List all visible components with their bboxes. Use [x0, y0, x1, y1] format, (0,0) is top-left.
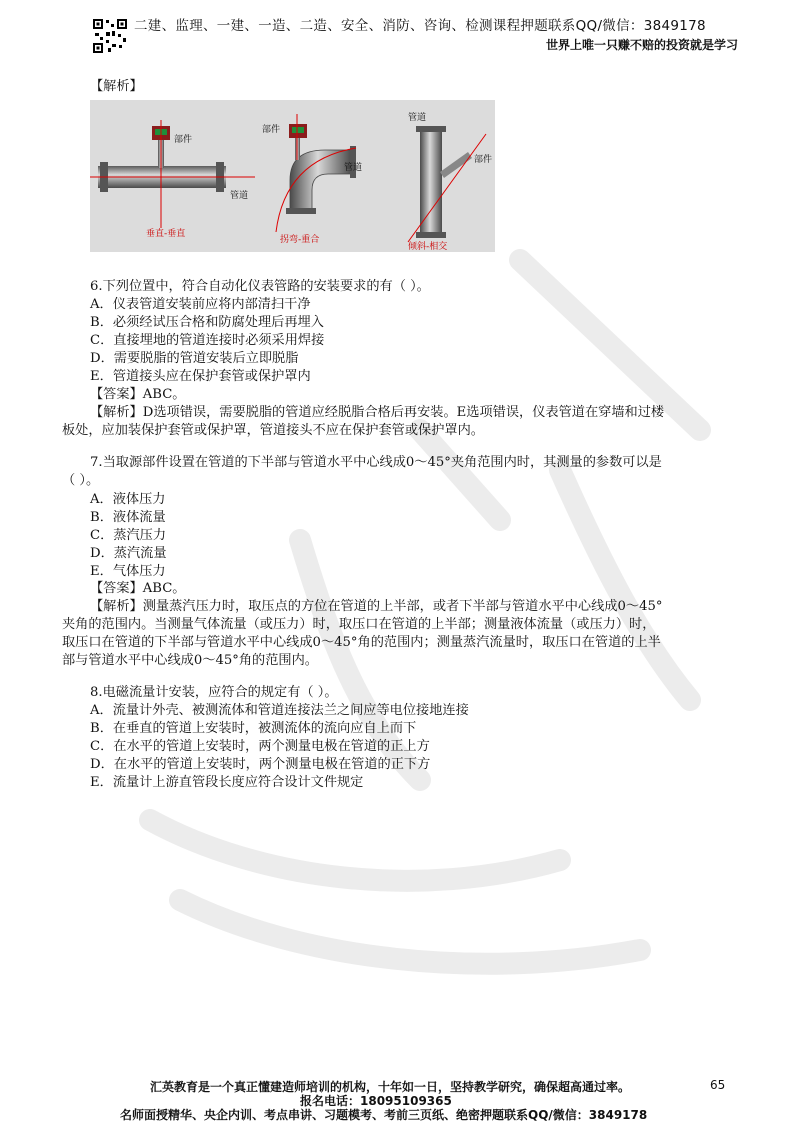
footer-contact: 名师面授精华、央企内训、考点串讲、习题模考、考前三页纸、绝密押题联系QQ/微信：3849178 — [120, 1108, 648, 1122]
header-contact: 二建、监理、一建、一造、二造、安全、消防、咨询、检测课程押题联系QQ/微信：3849178 — [134, 18, 706, 34]
q6-analysis-1: 【解析】D选项错误，需要脱脂的管道应经脱脂合格后再安装。E选项错误，仪表管道在穿墙和过楼 — [90, 405, 665, 420]
installation-diagram — [90, 100, 495, 252]
q8-option-a: A．流量计外壳、被测流体和管道连接法兰之间应等电位接地连接 — [90, 703, 469, 718]
q7-option-d: D．蒸汽流量 — [90, 546, 167, 561]
q7-option-b: B．液体流量 — [90, 510, 166, 525]
section-label: 【解析】 — [90, 79, 143, 94]
label-pipe-3: 管道 — [408, 113, 427, 123]
q7-option-a: A．液体压力 — [90, 492, 166, 507]
q7-answer: 【答案】ABC。 — [90, 581, 186, 596]
label-pipe-1: 管道 — [230, 191, 249, 201]
q6-option-c: C．直接埋地的管道连接时必须采用焊接 — [90, 333, 325, 348]
q6-option-e: E．管道接头应在保护套管或保护罩内 — [90, 369, 311, 384]
q8-option-e: E．流量计上游直管段长度应符合设计文件规定 — [90, 775, 364, 790]
label-part-2: 部件 — [262, 125, 281, 135]
q6-answer: 【答案】ABC。 — [90, 387, 186, 402]
page-number: 65 — [710, 1078, 726, 1092]
qr-code — [92, 18, 128, 54]
q8-option-b: B．在垂直的管道上安装时，被测流体的流向应自上而下 — [90, 721, 417, 736]
footer-intro: 汇英教育是一个真正懂建造师培训的机构，十年如一日，坚持教学研究，确保超高通过率。 — [150, 1080, 631, 1094]
panel-vertical-vertical — [90, 120, 255, 239]
caption-2: 拐弯-重合 — [280, 235, 320, 245]
q8-stem: 8.电磁流量计安装，应符合的规定有（ ）。 — [90, 685, 338, 700]
q7-option-e: E．气体压力 — [90, 564, 166, 579]
q8-option-d: D．在水平的管道上安装时，两个测量电极在管道的正下方 — [90, 757, 431, 772]
q7-analysis-1: 【解析】测量蒸汽压力时，取压点的方位在管道的上半部，或者下半部与管道水平中心线成0～45° — [90, 599, 663, 614]
q6-option-a: A．仪表管道安装前应将内部清扫干净 — [90, 297, 311, 312]
header-slogan: 世界上唯一只赚不赔的投资就是学习 — [545, 38, 738, 52]
panel-bend-coincide — [262, 114, 362, 245]
q6-option-d: D．需要脱脂的管道安装后立即脱脂 — [90, 351, 299, 366]
label-pipe-2: 管道 — [344, 163, 363, 173]
q7-analysis-3: 取压口在管道的下半部与管道水平中心线成0～45°角的范围内；测量蒸汽流量时，取压口在管道的上半 — [62, 635, 661, 650]
footer-phone: 报名电话：18095109365 — [300, 1094, 452, 1108]
q6-analysis-2: 板处，应加装保护套管或保护罩，管道接头不应在保护套管或保护罩内。 — [62, 423, 484, 438]
q6-stem: 6.下列位置中，符合自动化仪表管路的安装要求的有（ ）。 — [90, 279, 430, 294]
caption-3: 倾斜-相交 — [408, 242, 448, 252]
label-part-3: 部件 — [474, 155, 493, 165]
label-part-1: 部件 — [174, 135, 193, 145]
caption-1: 垂直-垂直 — [146, 229, 186, 239]
q7-analysis-4: 部与管道水平中心线成0～45°角的范围内。 — [62, 653, 318, 668]
q8-option-c: C．在水平的管道上安装时，两个测量电极在管道的正上方 — [90, 739, 430, 754]
q7-stem-1: 7.当取源部件设置在管道的下半部与管道水平中心线成0～45°夹角范围内时，其测量的参数可以是 — [90, 455, 662, 470]
q6-option-b: B．必须经试压合格和防腐处理后再埋入 — [90, 315, 324, 330]
q7-analysis-2: 夹角的范围内。当测量气体流量（或压力）时，取压口在管道的上半部；测量液体流量（或压力）时， — [62, 617, 656, 632]
q7-option-c: C．蒸汽压力 — [90, 528, 167, 543]
q7-stem-2: （ ）。 — [62, 473, 100, 488]
panel-incline-intersect — [408, 111, 492, 252]
